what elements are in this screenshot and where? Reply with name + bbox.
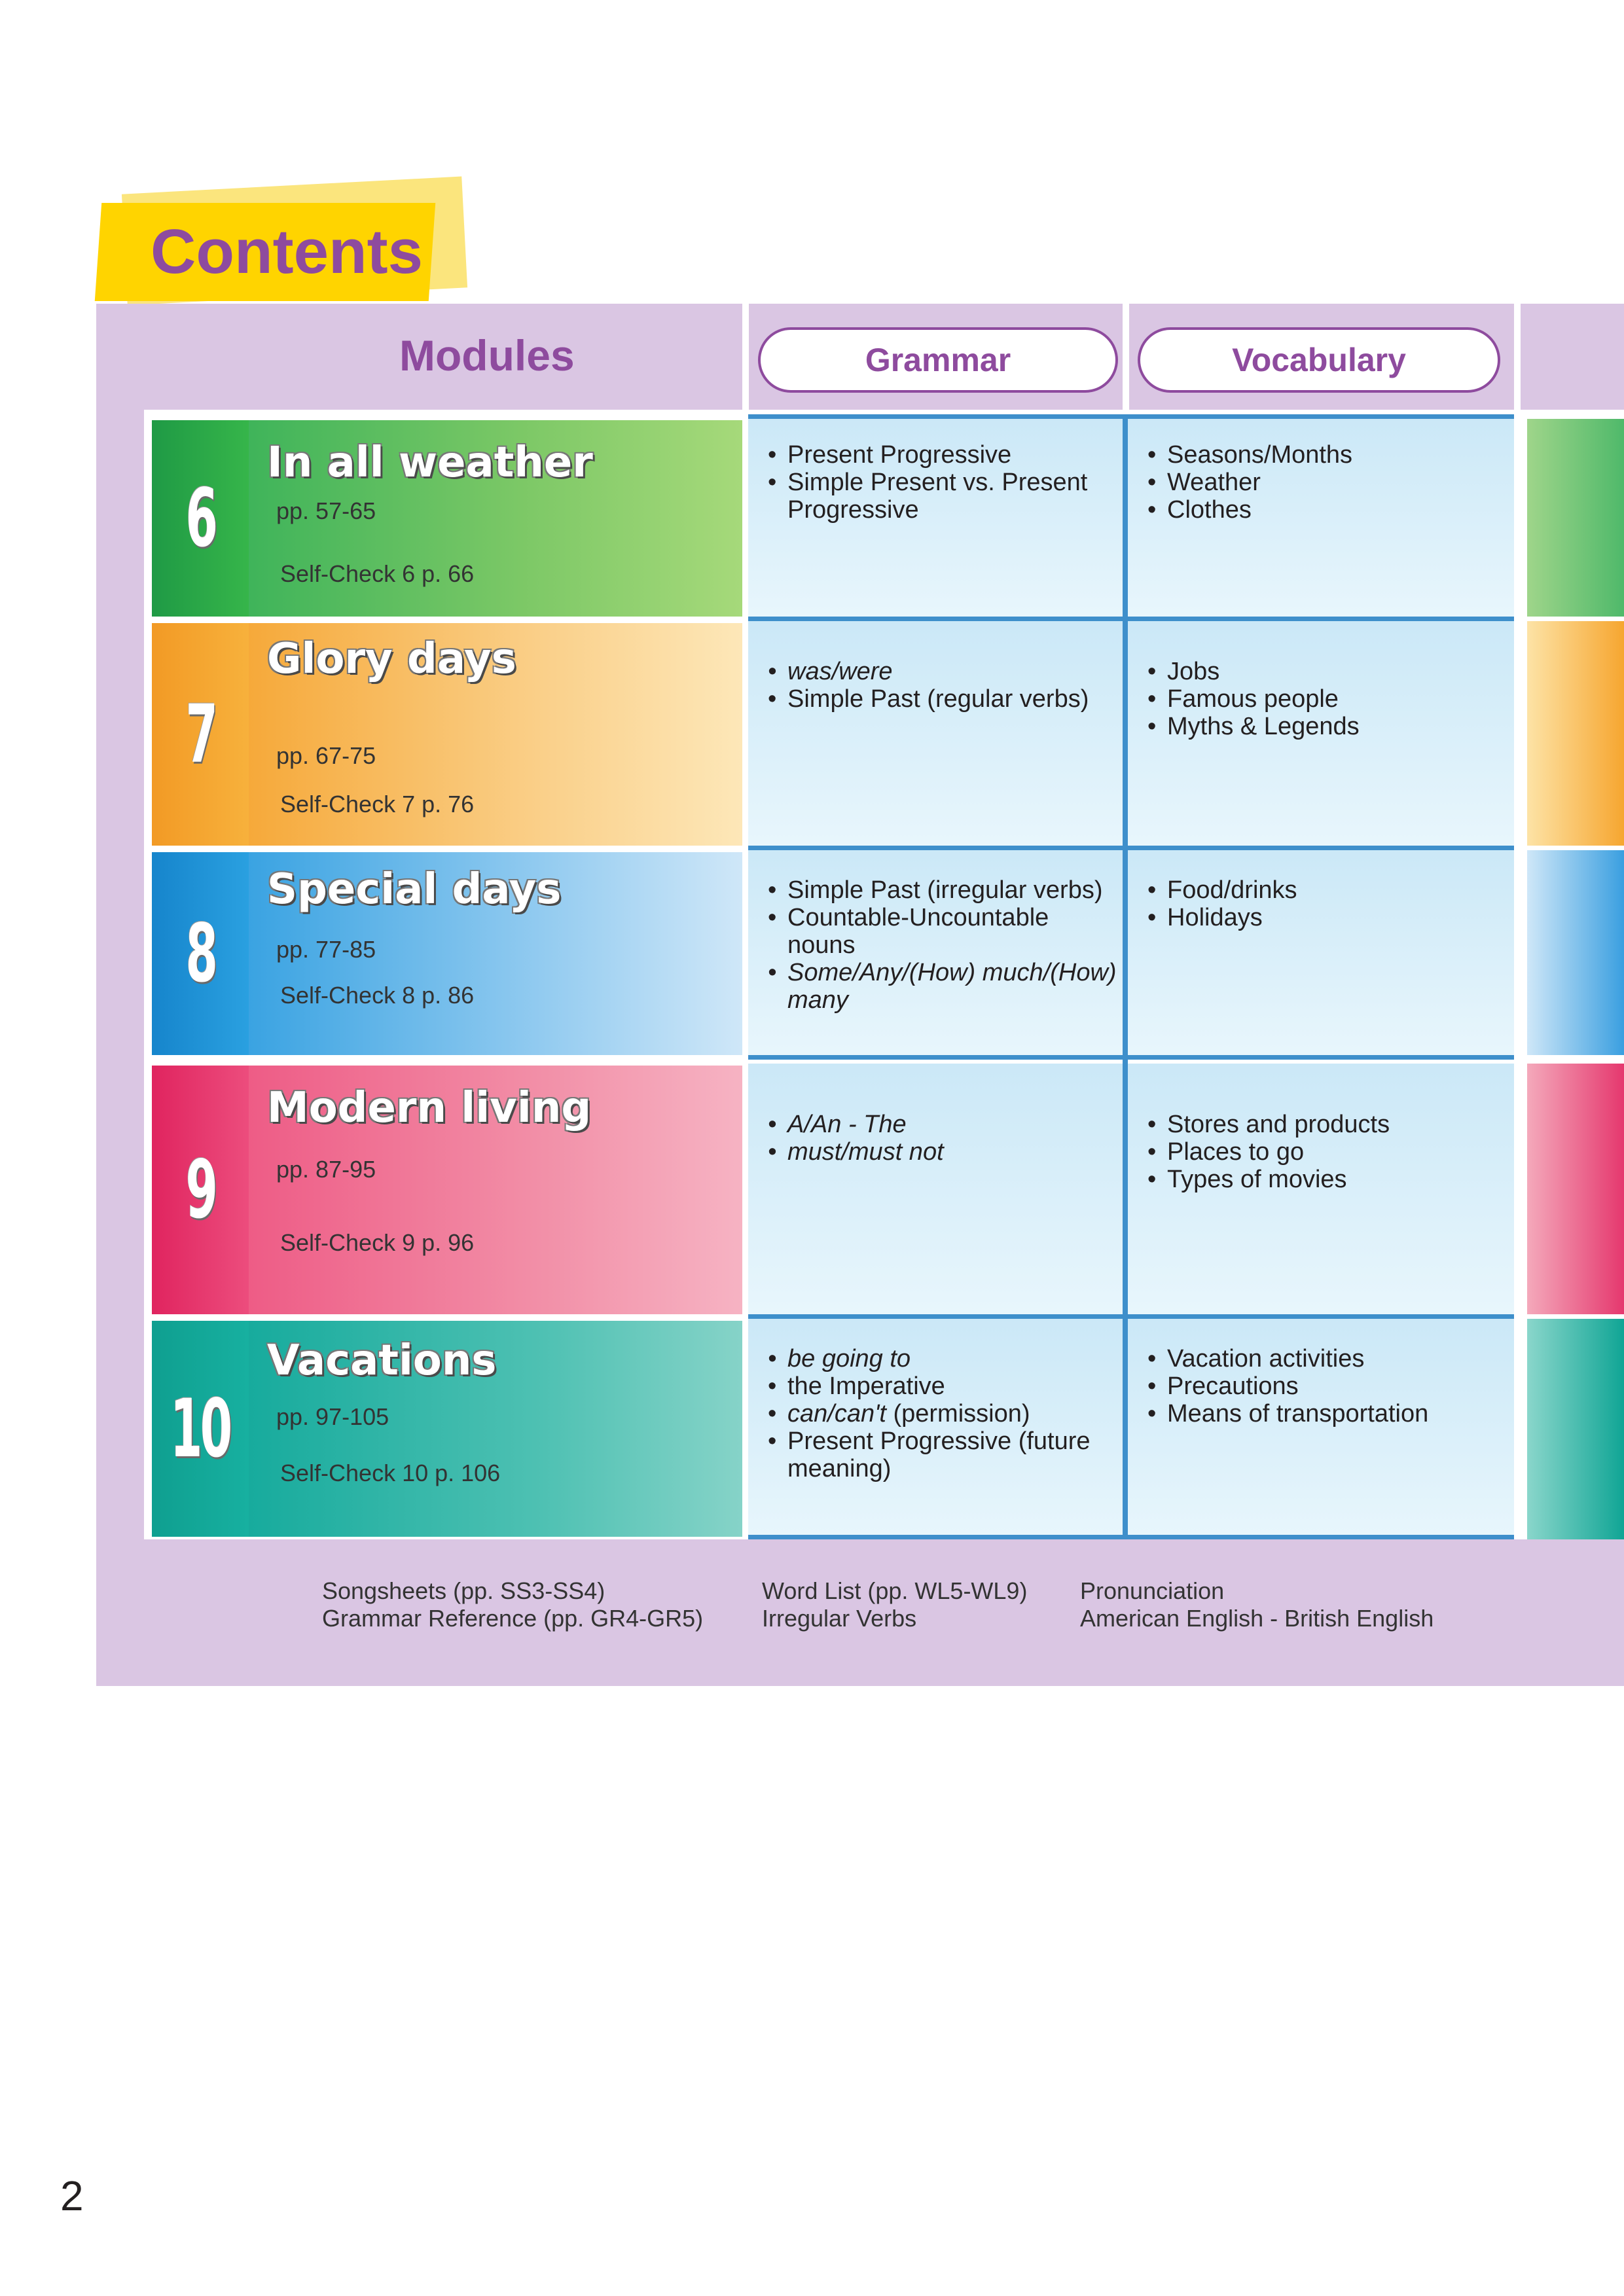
grammar-cell — [748, 850, 1123, 1055]
vocabulary-cell — [1128, 419, 1514, 617]
footer-references-3 — [1080, 1577, 1434, 1632]
row-divider — [748, 1055, 1514, 1060]
grammar-item: • Simple Present vs. Present Progressive — [768, 469, 1123, 524]
row-divider — [748, 846, 1514, 850]
vocabulary-item: • Seasons/Months — [1147, 441, 1352, 469]
module-number: 8 — [185, 907, 215, 1000]
grammar-item: • the Imperative — [768, 1372, 1123, 1400]
footer-link[interactable]: Grammar Reference (pp. GR4-GR5) — [322, 1605, 704, 1632]
row-divider — [748, 414, 1514, 419]
column-divider — [1123, 419, 1128, 1539]
module-number: 10 — [170, 1382, 230, 1475]
footer-link[interactable]: Pronunciation — [1080, 1577, 1225, 1604]
module-title: Special days — [267, 865, 562, 914]
module-number-cell — [152, 420, 249, 617]
vocabulary-cell — [1128, 850, 1514, 1055]
module-title: In all weather — [267, 439, 593, 487]
header-separator — [742, 304, 749, 410]
footer-references-1 — [322, 1577, 703, 1632]
module-pages: pp. 87-95 — [276, 1156, 376, 1183]
grammar-item: • Countable-Uncountable nouns — [768, 904, 1123, 959]
grammar-item: • A/An - The — [768, 1111, 944, 1138]
grammar-item: • Simple Past (regular verbs) — [768, 685, 1089, 713]
module-number-cell — [152, 623, 249, 846]
vocabulary-header: Vocabulary — [1138, 327, 1500, 393]
vocabulary-cell — [1128, 621, 1514, 846]
module-edge-tab — [1527, 850, 1624, 1055]
vocabulary-item: • Holidays — [1147, 904, 1297, 931]
module-pages: pp. 57-65 — [276, 497, 376, 524]
header-separator — [1514, 304, 1521, 410]
vocabulary-item: • Jobs — [1147, 658, 1360, 685]
vocabulary-item: • Famous people — [1147, 685, 1360, 713]
vocabulary-item: • Clothes — [1147, 496, 1352, 524]
grammar-item: can/can't — [787, 1400, 886, 1427]
module-self-check: Self-Check 7 p. 76 — [280, 791, 475, 817]
module-title: Modern living — [267, 1084, 592, 1132]
vocabulary-item: • Types of movies — [1147, 1166, 1390, 1193]
module-pages: pp. 67-75 — [276, 742, 376, 769]
grammar-item: • Some/Any/(How) much/(How) many — [768, 959, 1123, 1014]
module-edge-tab — [1527, 621, 1624, 846]
grammar-item: • Simple Past (irregular verbs) — [768, 876, 1123, 904]
vocabulary-item: • Vacation activities — [1147, 1345, 1428, 1372]
header-separator — [1123, 304, 1129, 410]
vocabulary-cell — [1128, 1319, 1514, 1539]
footer-link[interactable]: Irregular Verbs — [762, 1605, 917, 1632]
module-number: 9 — [185, 1143, 215, 1236]
page-title: Contents — [151, 217, 423, 287]
vocabulary-item: • Precautions — [1147, 1372, 1428, 1400]
modules-header: Modules — [399, 331, 575, 380]
module-number: 7 — [185, 688, 215, 781]
vocabulary-cell — [1128, 1064, 1514, 1314]
vocabulary-item: • Myths & Legends — [1147, 713, 1360, 740]
vocabulary-item: • Stores and products — [1147, 1111, 1390, 1138]
module-title-cell[interactable] — [249, 1321, 742, 1537]
module-title-cell[interactable] — [249, 420, 742, 617]
module-number: 6 — [185, 472, 215, 565]
page-number: 2 — [60, 2172, 84, 2219]
footer-link[interactable]: Songsheets (pp. SS3-SS4) — [322, 1577, 605, 1604]
row-divider — [748, 1535, 1514, 1539]
module-self-check: Self-Check 9 p. 96 — [280, 1229, 475, 1256]
grammar-cell — [748, 621, 1123, 846]
module-title-cell[interactable] — [249, 852, 742, 1055]
grammar-cell — [748, 1319, 1123, 1539]
vocabulary-item: • Means of transportation — [1147, 1400, 1428, 1427]
module-self-check: Self-Check 10 p. 106 — [280, 1460, 501, 1486]
vocabulary-item: • Places to go — [1147, 1138, 1390, 1166]
module-number-cell — [152, 1321, 249, 1537]
footer-references-2 — [762, 1577, 1027, 1632]
grammar-cell — [748, 1064, 1123, 1314]
footer-link[interactable]: American English - British English — [1080, 1605, 1434, 1632]
grammar-item: • was/were — [768, 658, 1089, 685]
module-self-check: Self-Check 8 p. 86 — [280, 982, 475, 1009]
grammar-item: • must/must not — [768, 1138, 944, 1166]
module-edge-tab — [1527, 419, 1624, 617]
grammar-item: • Present Progressive — [768, 441, 1123, 469]
row-divider — [748, 617, 1514, 621]
module-title: Vacations — [267, 1336, 497, 1385]
module-self-check: Self-Check 6 p. 66 — [280, 560, 475, 587]
grammar-item-note: (permission) — [893, 1400, 1030, 1427]
grammar-cell — [748, 419, 1123, 617]
row-divider — [748, 1314, 1514, 1319]
vocabulary-item: • Weather — [1147, 469, 1352, 496]
footer-link[interactable]: Word List (pp. WL5-WL9) — [762, 1577, 1028, 1604]
module-title-cell[interactable] — [249, 623, 742, 846]
vocabulary-item: • Food/drinks — [1147, 876, 1297, 904]
grammar-item: • be going to — [768, 1345, 1123, 1372]
grammar-item: • Present Progressive (future meaning) — [768, 1427, 1123, 1482]
module-pages: pp. 97-105 — [276, 1403, 389, 1430]
module-pages: pp. 77-85 — [276, 936, 376, 963]
module-number-cell — [152, 852, 249, 1055]
grammar-header: Grammar — [758, 327, 1118, 393]
module-edge-tab — [1527, 1064, 1624, 1314]
module-title: Glory days — [267, 635, 516, 683]
module-edge-tab — [1527, 1319, 1624, 1539]
module-title-cell[interactable] — [249, 1066, 742, 1314]
module-number-cell — [152, 1066, 249, 1314]
